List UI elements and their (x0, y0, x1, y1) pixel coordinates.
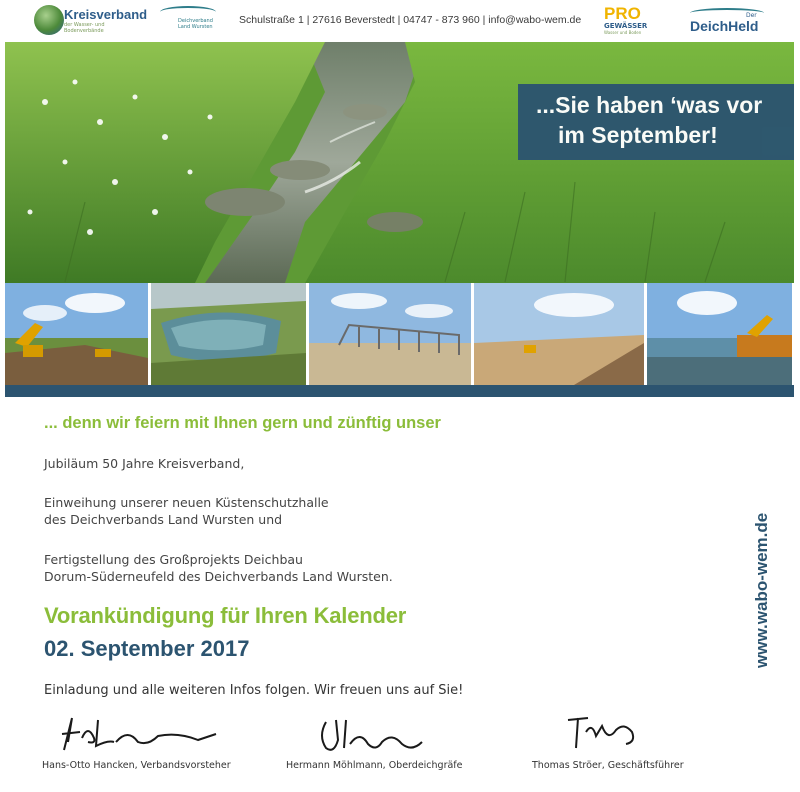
website-vertical[interactable]: www.wabo-wem.de (752, 512, 771, 668)
pro-logo-big: PRO (604, 4, 641, 23)
divider-bar (5, 385, 794, 397)
kreisverband-logo-name: Kreisverband (64, 7, 148, 22)
signatory-hancken: Hans-Otto Hancken, Verbandsvorsteher (42, 760, 231, 771)
photo-dike-construction (474, 283, 644, 385)
kreisverband-logo (34, 5, 148, 37)
kreisverband-logo-subtitle: der Wasser- und Bodenverbände (64, 22, 105, 34)
pro-logo-mid: GEWÄSSER (604, 22, 648, 30)
deichheld-logo-der: Der (746, 12, 757, 19)
signature-stroeer (562, 712, 642, 756)
event-item-anniversary (44, 455, 244, 472)
event-item-hall-line-1: Einweihung unserer neuen Küstenschutzhalle (44, 495, 329, 510)
event-item-dike-project (44, 551, 393, 585)
banner-line-1: ...Sie haben ‘was vor (536, 92, 763, 118)
globe-tree-icon (34, 5, 64, 35)
event-date: 02. September 2017 (44, 636, 250, 661)
tagline: ... denn wir feiern mit Ihnen gern und zünftig unser (44, 414, 441, 432)
stream-meadow-illustration (5, 42, 794, 283)
event-item-dike-line-2: Dorum-Süderneufeld des Deichverbands Land Wursten. (44, 569, 393, 584)
dike-arc-icon (160, 6, 216, 18)
photo-aerial-basin (151, 283, 306, 385)
deichheld-logo-name: DeichHeld (690, 18, 759, 34)
signature-moehlmann (316, 712, 426, 756)
event-item-hall-line-2: des Deichverbands Land Wursten und (44, 512, 283, 527)
header (0, 0, 800, 42)
september-banner (518, 84, 794, 160)
deichverband-logo-text: Deichverband Land Wursten (178, 18, 213, 30)
signature-hancken (58, 712, 218, 756)
contact-line: Schulstraße 1 | 27616 Beverstedt | 04747 - 873 960 | info@wabo-wem.de (239, 14, 582, 26)
signatory-stroeer: Thomas Ströer, Geschäftsführer (532, 760, 684, 771)
photo-excavator-riverbank (5, 283, 148, 385)
pro-logo-small: Wasser und Boden (604, 30, 642, 35)
deichverband-logo (160, 6, 220, 38)
photo-strip (5, 283, 794, 385)
photo-hall-construction (309, 283, 471, 385)
event-item-anniversary-text: Jubiläum 50 Jahre Kreisverband, (44, 456, 245, 471)
photo-sheet-piles-water (647, 283, 792, 385)
invitation-note: Einladung und alle weiteren Infos folgen. Wir freuen uns auf Sie! (44, 683, 464, 698)
calendar-announcement: Vorankündigung für Ihren Kalender (44, 603, 407, 628)
deichheld-logo (686, 8, 770, 38)
pro-gewaesser-logo (604, 6, 650, 38)
hero-photo-stream (5, 42, 794, 283)
banner-line-2: im September! (558, 122, 718, 148)
event-item-dike-line-1: Fertigstellung des Großprojekts Deichbau (44, 552, 303, 567)
event-item-hall (44, 494, 329, 528)
signatory-moehlmann: Hermann Möhlmann, Oberdeichgräfe (286, 760, 463, 771)
